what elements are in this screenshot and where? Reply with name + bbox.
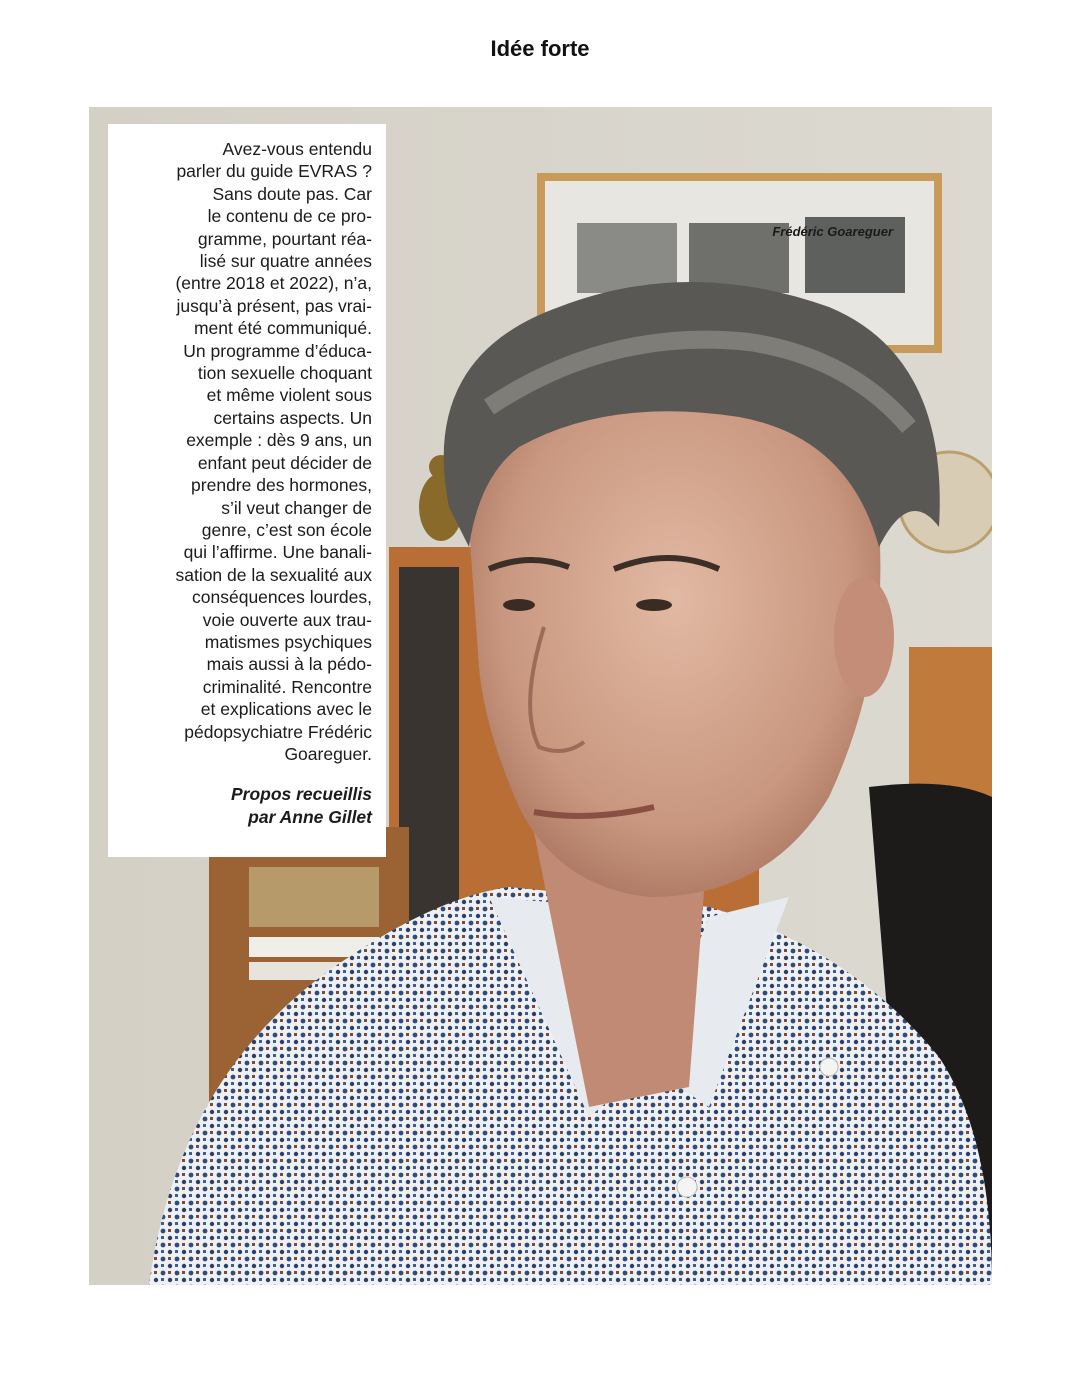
intro-text: Avez-vous entendu parler du guide EVRAS ? Sans doute pas. Car le contenu de ce pro- gramme, pourtant réa- lisé sur quatre années (entre 2018 et 2022), n’a, jusqu’à présent, pas vrai- ment été communiqué. Un programme d’éduca- tion sexuelle choquant et même violent sous certains aspects. Un exemple : dès 9 ans, un enfant peut décider de prendre des hormones, s’il veut changer de genre, c’est son école qui l’affirme. Une banali- sation de la sexualité aux conséquences lourdes, voie ouverte aux trau- matismes psychiques mais aussi à la pédo- criminalité. Rencontre et explications avec le pédopsychiatre Frédéric Goareguer. <box>175 139 372 764</box>
byline: Propos recueillis par Anne Gillet <box>230 784 372 827</box>
section-title: Idée forte <box>490 36 590 61</box>
photo-credit: Frédéric Goareguer <box>772 224 893 239</box>
intro-box <box>108 124 386 857</box>
